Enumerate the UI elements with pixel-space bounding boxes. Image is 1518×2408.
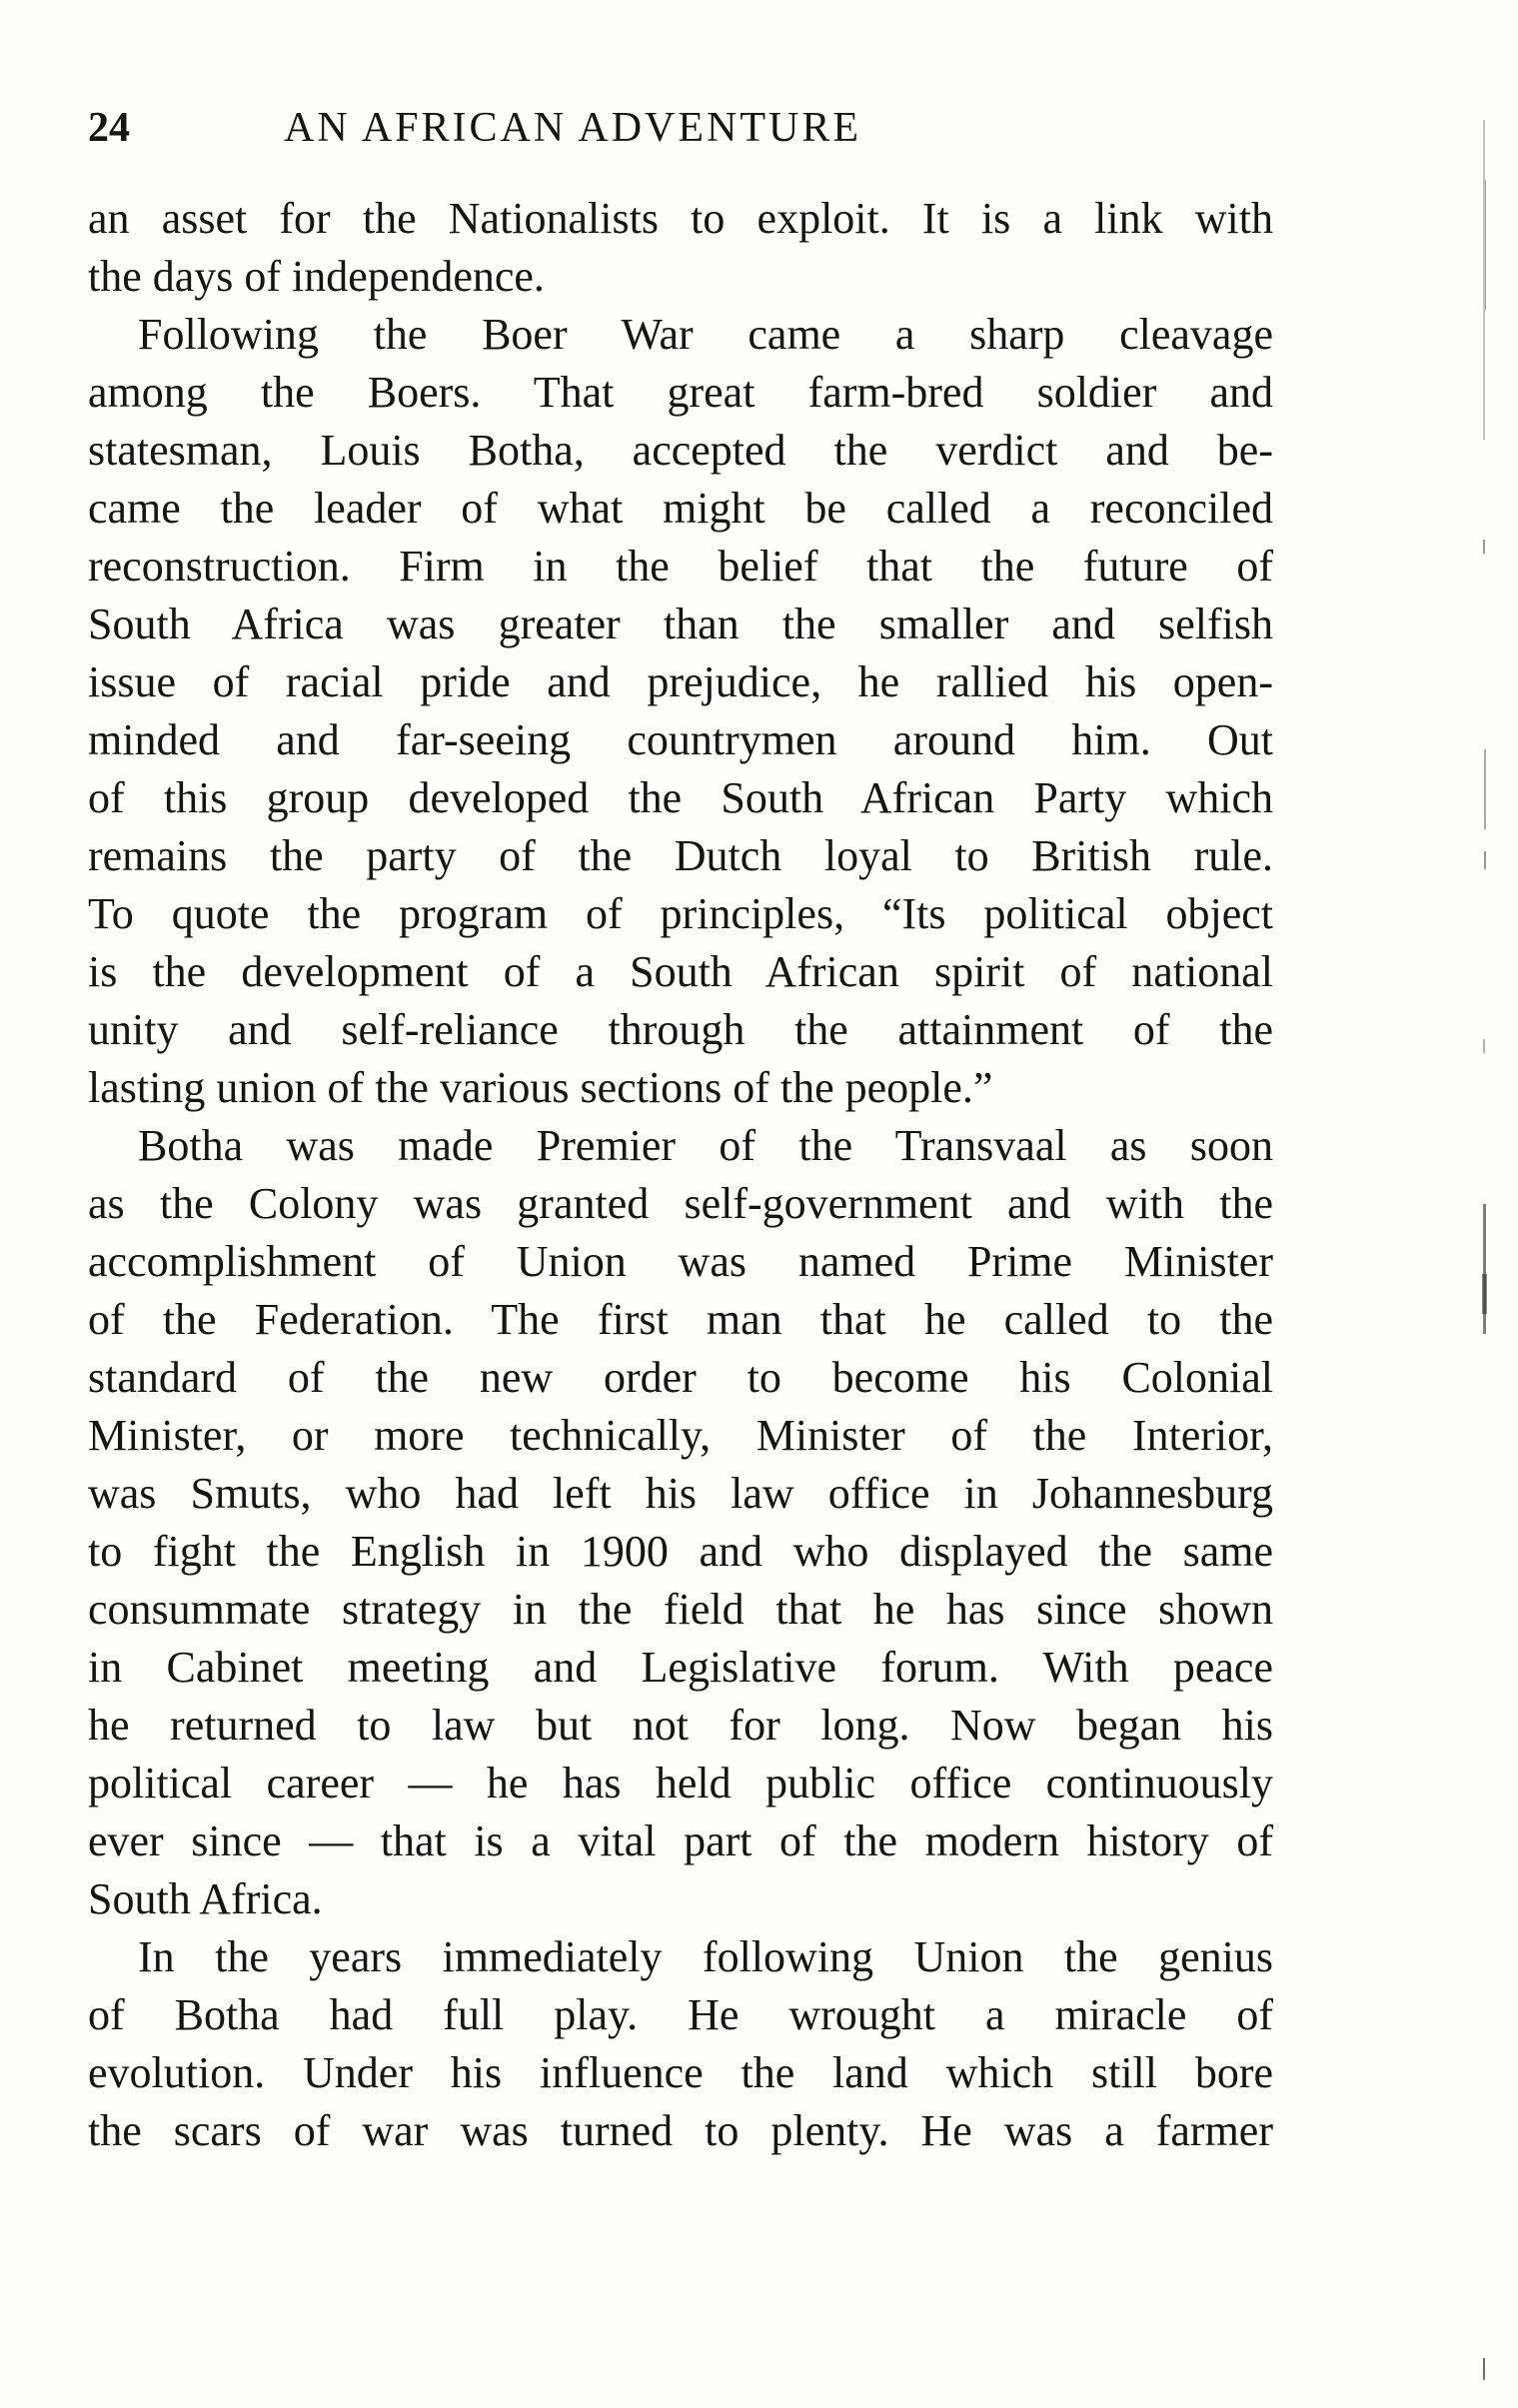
text-line: In the years immediately following Union the genius	[138, 1932, 1273, 1981]
text-line: statesman, Louis Botha, accepted the verdict and be-	[88, 426, 1273, 475]
text-line: To quote the program of principles, “Its political object	[88, 889, 1273, 938]
text-line: of Botha had full play. He wrought a miracle of	[88, 1990, 1273, 2039]
text-line: an asset for the Nationalists to exploit. It is a link with	[88, 194, 1273, 243]
text-line: Following the Boer War came a sharp cleavage	[138, 310, 1273, 359]
running-title: AN AFRICAN ADVENTURE	[284, 105, 862, 151]
scan-artifact-graphic	[1469, 0, 1499, 2408]
text-line: remains the party of the Dutch loyal to British rule.	[88, 831, 1273, 880]
text-line: issue of racial pride and prejudice, he rallied his open-	[88, 657, 1273, 706]
text-line: of this group developed the South African Party which	[88, 773, 1273, 822]
text-line: standard of the new order to become his Colonial	[88, 1353, 1273, 1402]
text-line: as the Colony was granted self-government and with the	[88, 1179, 1273, 1228]
paragraph	[88, 1928, 1273, 2160]
text-line: evolution. Under his influence the land which still bore	[88, 2048, 1273, 2097]
text-line: came the leader of what might be called a reconciled	[88, 484, 1273, 533]
text-line: South Africa was greater than the smaller and selfish	[88, 600, 1273, 648]
text-line: of the Federation. The first man that he called to the	[88, 1295, 1273, 1344]
text-line: political career — he has held public office continuously	[88, 1759, 1273, 1807]
text-line: unity and self-reliance through the attainment of the	[88, 1005, 1273, 1054]
text-line: minded and far-seeing countrymen around him. Out	[88, 715, 1273, 764]
text-line: Minister, or more technically, Minister of the Interior,	[88, 1411, 1273, 1460]
text-line: in Cabinet meeting and Legislative forum. With peace	[88, 1643, 1273, 1692]
text-line: the days of independence.	[88, 252, 545, 301]
scan-edge-marks	[1469, 0, 1499, 2408]
text-line: consummate strategy in the field that he has since shown	[88, 1585, 1273, 1634]
paragraph	[88, 190, 1273, 306]
text-line: ever since — that is a vital part of the modern history of	[88, 1816, 1273, 1865]
text-line: the scars of war was turned to plenty. He was a farmer	[88, 2106, 1273, 2155]
text-line: was Smuts, who had left his law office in Johannesburg	[88, 1469, 1273, 1518]
text-line: to fight the English in 1900 and who displayed the same	[88, 1527, 1273, 1576]
text-line: Botha was made Premier of the Transvaal as soon	[138, 1121, 1273, 1170]
text-line: reconstruction. Firm in the belief that the future of	[88, 542, 1273, 591]
paragraph	[88, 1117, 1273, 1928]
paragraph	[88, 306, 1273, 1117]
text-line: among the Boers. That great farm-bred soldier and	[88, 368, 1273, 417]
page-number: 24	[88, 105, 130, 151]
text-line: accomplishment of Union was named Prime Minister	[88, 1237, 1273, 1286]
page-header	[88, 98, 1277, 158]
text-line: he returned to law but not for long. Now began his	[88, 1701, 1273, 1750]
text-line: lasting union of the various sections of the people.”	[88, 1063, 993, 1112]
body-text	[88, 190, 1273, 2160]
text-line: South Africa.	[88, 1874, 323, 1923]
text-line: is the development of a South African spirit of national	[88, 947, 1273, 996]
